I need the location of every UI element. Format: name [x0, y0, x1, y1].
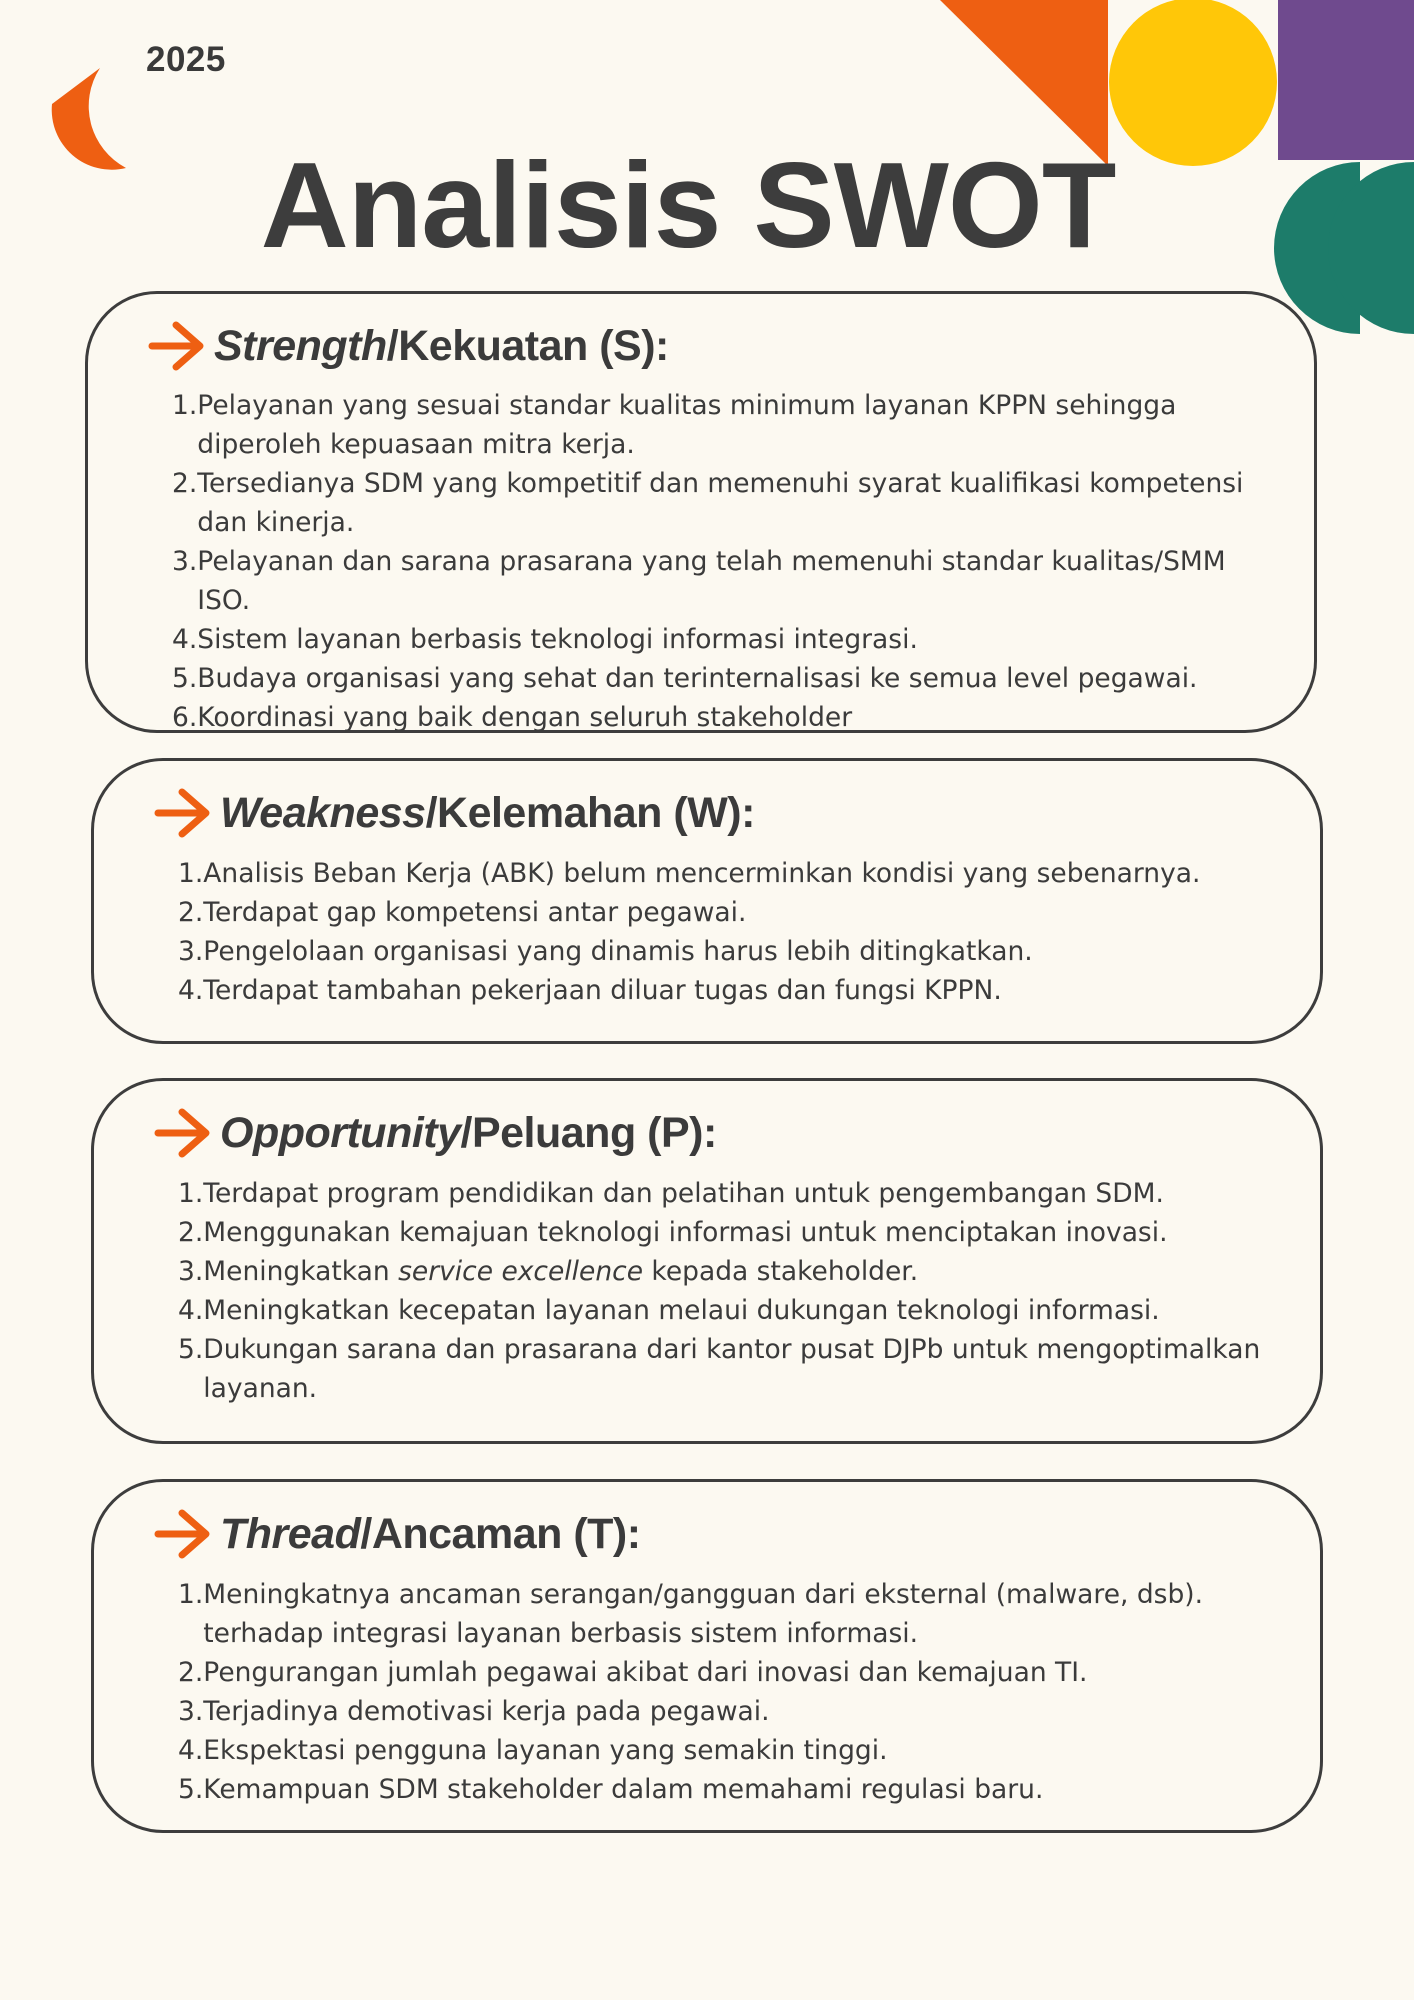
list-item: 2. Terdapat gap kompetensi antar pegawai.: [178, 897, 747, 928]
list-item: 5. Budaya organisasi yang sehat dan terinternalisasi ke semua level pegawai.: [172, 663, 1198, 694]
list-item: 3. Pelayanan dan sarana prasarana yang telah memenuhi standar kualitas/SMM ISO.: [172, 546, 1226, 616]
list-item: 3. Meningkatkan service excellence kepada stakeholder.: [178, 1256, 919, 1287]
list-item: 6. Koordinasi yang baik dengan seluruh stakeholder: [172, 702, 853, 733]
opportunity-title-id: /Peluang (P):: [460, 1108, 717, 1157]
thread-heading: [154, 1508, 641, 1560]
list-item: 2. Pengurangan jumlah pegawai akibat dari inovasi dan kemajuan TI.: [178, 1657, 1088, 1688]
list-item: 1. Pelayanan yang sesuai standar kualitas minimum layanan KPPN sehingga diperoleh kepuasaan mitra kerja.: [172, 390, 1177, 460]
list-item: 5. Kemampuan SDM stakeholder dalam memahami regulasi baru.: [178, 1774, 1044, 1805]
list-item: 3. Pengelolaan organisasi yang dinamis harus lebih ditingkatkan.: [178, 936, 1033, 967]
thread-title-en: Thread: [220, 1509, 361, 1558]
page-title: Analisis SWOT: [260, 137, 1116, 273]
thread-card: [91, 1479, 1323, 1833]
strength-card: [85, 291, 1317, 733]
year-label: 2025: [146, 40, 226, 79]
strength-title-id: /Kekuatan (S):: [386, 321, 669, 370]
list-item: 4. Ekspektasi pengguna layanan yang semakin tinggi.: [178, 1735, 888, 1766]
arrow-right-icon: [154, 1107, 212, 1159]
purple-square-shape: [1278, 0, 1414, 160]
list-item: 1. Meningkatnya ancaman serangan/gangguan dari eksternal (malware, dsb). terhadap integrasi layanan berbasis sistem informasi.: [178, 1579, 1204, 1649]
list-item: 1. Terdapat program pendidikan dan pelatihan untuk pengembangan SDM.: [178, 1178, 1164, 1209]
list-item: 1. Analisis Beban Kerja (ABK) belum mencerminkan kondisi yang sebenarnya.: [178, 858, 1201, 889]
list-item: 4. Terdapat tambahan pekerjaan diluar tugas dan fungsi KPPN.: [178, 975, 1002, 1006]
opportunity-title-en: Opportunity: [220, 1108, 461, 1157]
weakness-list: [178, 854, 1290, 1010]
weakness-title-en: Weakness: [220, 788, 426, 837]
list-item: 2. Tersedianya SDM yang kompetitif dan memenuhi syarat kualifikasi kompetensi dan kinerja.: [172, 468, 1244, 538]
arrow-right-icon: [154, 1508, 212, 1560]
arrow-right-icon: [154, 787, 212, 839]
list-item: 4. Meningkatkan kecepatan layanan melaui dukungan teknologi informasi.: [178, 1295, 1160, 1326]
strength-heading: [148, 320, 669, 372]
list-item: 5. Dukungan sarana dan prasarana dari kantor pusat DJPb untuk mengoptimalkan layanan.: [178, 1334, 1261, 1404]
list-item: 2. Menggunakan kemajuan teknologi informasi untuk menciptakan inovasi.: [178, 1217, 1168, 1248]
opportunity-heading: [154, 1107, 717, 1159]
strength-title-en: Strength: [214, 321, 387, 370]
weakness-heading: [154, 787, 755, 839]
thread-title-id: /Ancaman (T):: [360, 1509, 641, 1558]
opportunity-card: [91, 1078, 1323, 1444]
list-item: 4. Sistem layanan berbasis teknologi informasi integrasi.: [172, 624, 918, 655]
list-item: 3. Terjadinya demotivasi kerja pada pegawai.: [178, 1696, 770, 1727]
weakness-title-id: /Kelemahan (W):: [425, 788, 755, 837]
strength-list: [172, 386, 1284, 737]
thread-list: [178, 1575, 1290, 1809]
arrow-right-icon: [148, 320, 206, 372]
opportunity-list: [178, 1174, 1290, 1408]
weakness-card: [91, 758, 1323, 1044]
